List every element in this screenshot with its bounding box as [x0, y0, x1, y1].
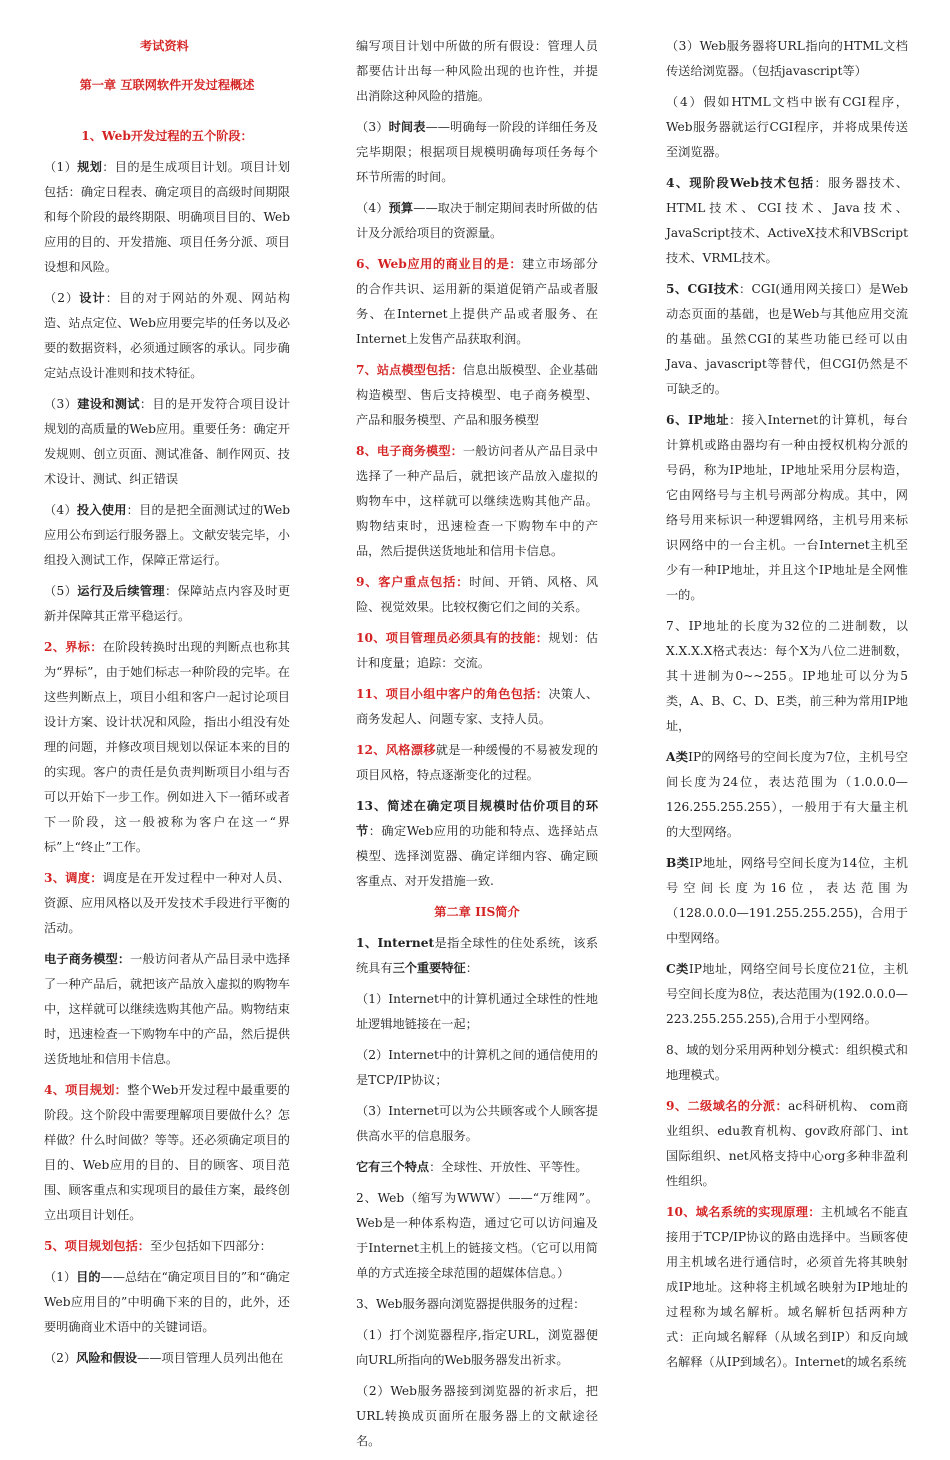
paragraph: 它有三个特点：全球性、开放性、平等性。: [356, 1160, 588, 1174]
paragraph: （5）运行及后续管理：保障站点内容及时更新并保障其正常平稳运行。: [44, 584, 291, 623]
paragraph: 12、风格漂移就是一种缓慢的不易被发现的项目风格，特点逐渐变化的过程。: [356, 743, 599, 782]
paragraph: 7、IP地址的长度为32位的二进制数，以X.X.X.X格式表达：每个X为八位二进制数，其十进制为0~~255。IP地址可以分为5类，A、B、C、D、E类，前三种为常用IP地址，: [666, 619, 908, 733]
paragraph: （1）目的——总结在“确定项目目的”和“确定Web应用目的”中明确下来的目的，此外，还要明确商业术语中的关键词语。: [44, 1270, 290, 1334]
paragraph: （3）时间表——明确每一阶段的详细任务及完毕期限；根据项目规模明确每项任务每个环节所需的时间。: [356, 120, 598, 184]
paragraph: 11、项目小组中客户的角色包括：决策人、商务发起人、问题专家、支持人员。: [356, 687, 599, 726]
paragraph: 4、项目规划：整个Web开发过程中最重要的阶段。这个阶段中需要理解项目要做什么？怎样做？什么时间做？等等。还必须确定项目的目的、Web应用的目的、目的顾客、项目范围、顾客重点和实现项目的最佳方案，最终创立出项目计划任。: [44, 1083, 290, 1222]
paragraph: 7、站点模型包括：信息出版模型、企业基础构造模型、售后支持模型、电子商务模型、产品和服务模型、产品和服务模型: [356, 363, 598, 427]
paragraph: 3、Web服务器向浏览器提供服务的过程：: [356, 1297, 586, 1311]
section-heading: 1、Web开发过程的五个阶段：: [81, 129, 253, 143]
paragraph: B类IP地址，网络号空间长度为14位，主机号空间长度为16位，表达范围为（128.0.0.0—191.255.255.255)，合用于中型网络。: [666, 856, 908, 945]
paragraph: 6、Web应用的商业目的是：建立市场部分的合作共识、运用新的渠道促销产品或者服务、在Internet上提供产品或者服务、在Internet上发售产品获取利润。: [356, 257, 598, 346]
paragraph: （3）Web服务器将URL指向的HTML文档传送给浏览器。（包括javascript等）: [666, 39, 908, 78]
paragraph: A类IP的网络号的空间长度为7位，主机号空间长度为24位，表达范围为（1.0.0.0—126.255.255.255），一般用于有大量主机的大型网络。: [666, 750, 908, 839]
paragraph: 13、简述在确定项目规模时估价项目的环节：确定Web应用的功能和特点、选择站点模型、选择浏览器、确定详细内容、确定顾客重点、对开发措施一致.: [356, 799, 599, 888]
column-3: [666, 34, 908, 1381]
column-1: [44, 34, 290, 1377]
paragraph: 8、域的划分采用两种划分模式：组织模式和地理模式。: [666, 1043, 908, 1082]
paragraph: （4）投入使用：目的是把全面测试过的Web应用公布到运行服务器上。文献安装完毕，小组投入测试工作，保障正常运行。: [44, 503, 290, 567]
paragraph: 4、现阶段Web技术包括：服务器技术、HTML技术、CGI技术、Java技术、JavaScript技术、ActiveX技术和VBScript技术、VRML技术。: [666, 176, 909, 265]
paragraph: （1）规划：目的是生成项目计划。项目计划包括：确定日程表、确定项目的高级时间期限和每个阶段的最终期限、明确项目目的、Web应用的目的、开发措施、项目任务分派、项目设想和风险。: [44, 160, 290, 274]
paragraph: 10、域名系统的实现原理：主机域名不能直接用于TCP/IP协议的路由选择中。当顾客使用主机域名进行通信时，必须首先将其映射成IP地址。这种将主机域名映射为IP地址的过程称为域名解析。域名解析包括两种方式：正向域名解释（从域名到IP）和反向域名解释（从IP到域名）。Internet的域名系统: [666, 1205, 908, 1369]
paragraph: 10、项目管理员必须具有的技能：规划：估计和度量；追踪：交流。: [356, 631, 599, 670]
paragraph: 编写项目计划中所做的所有假设：管理人员都要估计出每一种风险出现的也许性，并提出消除这种风险的措施。: [356, 39, 598, 103]
paragraph: 2、Web（缩写为WWW）——“万维网”。Web是一种体系构造，通过它可以访问遍及于Internet主机上的链接文档。（它可以用简单的方式连接全球范围的超媒体信息。）: [356, 1191, 598, 1280]
paragraph: （3）Internet可以为公共顾客或个人顾客提供高水平的信息服务。: [356, 1104, 598, 1143]
paragraph: 5、项目规划包括：至少包括如下四部分：: [44, 1239, 272, 1253]
paragraph: 9、二级域名的分派：ac科研机构、 com商业组织、edu教育机构、gov政府部门、int国际组织、net风格支持中心org多种非盈利性组织。: [666, 1099, 909, 1188]
paragraph: （1）打个浏览器程序,指定URL，浏览器便向URL所指向的Web服务器发出祈求。: [356, 1328, 598, 1367]
paragraph: （2）设计：目的对于网站的外观、网站构造、站点定位、Web应用要完毕的任务以及必要的数据资料，必须通过顾客的承认。同步确定站点设计准则和技术特征。: [44, 291, 291, 380]
paragraph: 1、Internet是指全球性的住处系统，该系统具有三个重要特征：: [356, 936, 599, 975]
paragraph: （2）风险和假设——项目管理人员列出他在: [44, 1351, 284, 1365]
paragraph: （2）Web服务器接到浏览器的祈求后，把URL转换成页面所在服务器上的文献途径名。: [356, 1384, 598, 1448]
chapter-2-heading: 第二章 IIS简介: [434, 905, 520, 919]
paragraph: C类IP地址，网络空间号长度位21位，主机号空间长度为8位，表达范围为(192.0.0.0—223.255.255.255),合用于小型网络。: [666, 962, 909, 1026]
paragraph: 3、调度：调度是在开发过程中一种对人员、资源、应用风格以及开发技术手段进行平衡的活动。: [44, 871, 290, 935]
paragraph: 5、CGI技术：CGI(通用网关接口）是Web动态页面的基础，也是Web与其他应用交流的基础。虽然CGI的某些功能已经可以由Java、javascript等替代，但CGI仍然是不可缺乏的。: [666, 282, 908, 396]
paragraph: （1）Internet中的计算机通过全球性的性地址逻辑地链接在一起；: [356, 992, 598, 1031]
paragraph: （2）Internet中的计算机之间的通信使用的是TCP/IP协议；: [356, 1048, 598, 1087]
paragraph: 6、IP地址：接入Internet的计算机，每台计算机或路由器均有一种由授权机构分派的号码，称为IP地址，IP地址采用分层构造，它由网络号与主机号两部分构成。其中，网络号用来标识一种逻辑网络，主机号用来标识网络中的一台主机。一台Internet主机至少有一种IP地址，并且这个IP地址是全网惟一的。: [666, 413, 908, 602]
chapter-1-heading: 第一章 互联网软件开发过程概述: [79, 78, 255, 92]
paragraph: 9、客户重点包括：时间、开销、风格、风险、视觉效果。比较权衡它们之间的关系。: [356, 575, 599, 614]
paragraph: 2、界标：在阶段转换时出现的判断点也称其为“界标”，由于她们标志一种阶段的完毕。在这些判断点上，项目小组和客户一起讨论项目设计方案、设计状况和风险，指出小组没有处理的问题，并修改项目规划以保证本来的目的的实现。客户的责任是负责判断项目小组与否可以开始下一步工作。例如进入下一循环或者下一阶段，这一般被称为客户在这一“界标”上“终止”工作。: [44, 640, 290, 854]
doc-title: 考试资料: [140, 39, 189, 53]
paragraph: （4）假如HTML文档中嵌有CGI程序，Web服务器就运行CGI程序，并将成果传送至浏览器。: [666, 95, 908, 159]
paragraph: （3）建设和测试：目的是开发符合项目设计规划的高质量的Web应用。重要任务：确定开发规则、创立页面、测试准备、制作网页、技术设计、测试、纠正错误: [44, 397, 291, 486]
paragraph: 8、电子商务模型：一般访问者从产品目录中选择了一种产品后，就把该产品放入虚拟的购物车中，这样就可以继续选购其他产品。购物结束时，迅速检查一下购物车中的产品，然后提供送货地址和信用卡信息。: [356, 444, 598, 558]
paragraph: （4）预算——取决于制定期间表时所做的估计及分派给项目的资源量。: [356, 201, 598, 240]
paragraph: 电子商务模型：一般访问者从产品目录中选择了一种产品后，就把该产品放入虚拟的购物车中，这样就可以继续选购其他产品。购物结束时，迅速检查一下购物车中的产品，然后提供送货地址和信用卡信息。: [44, 952, 291, 1066]
column-2: [356, 34, 598, 1460]
